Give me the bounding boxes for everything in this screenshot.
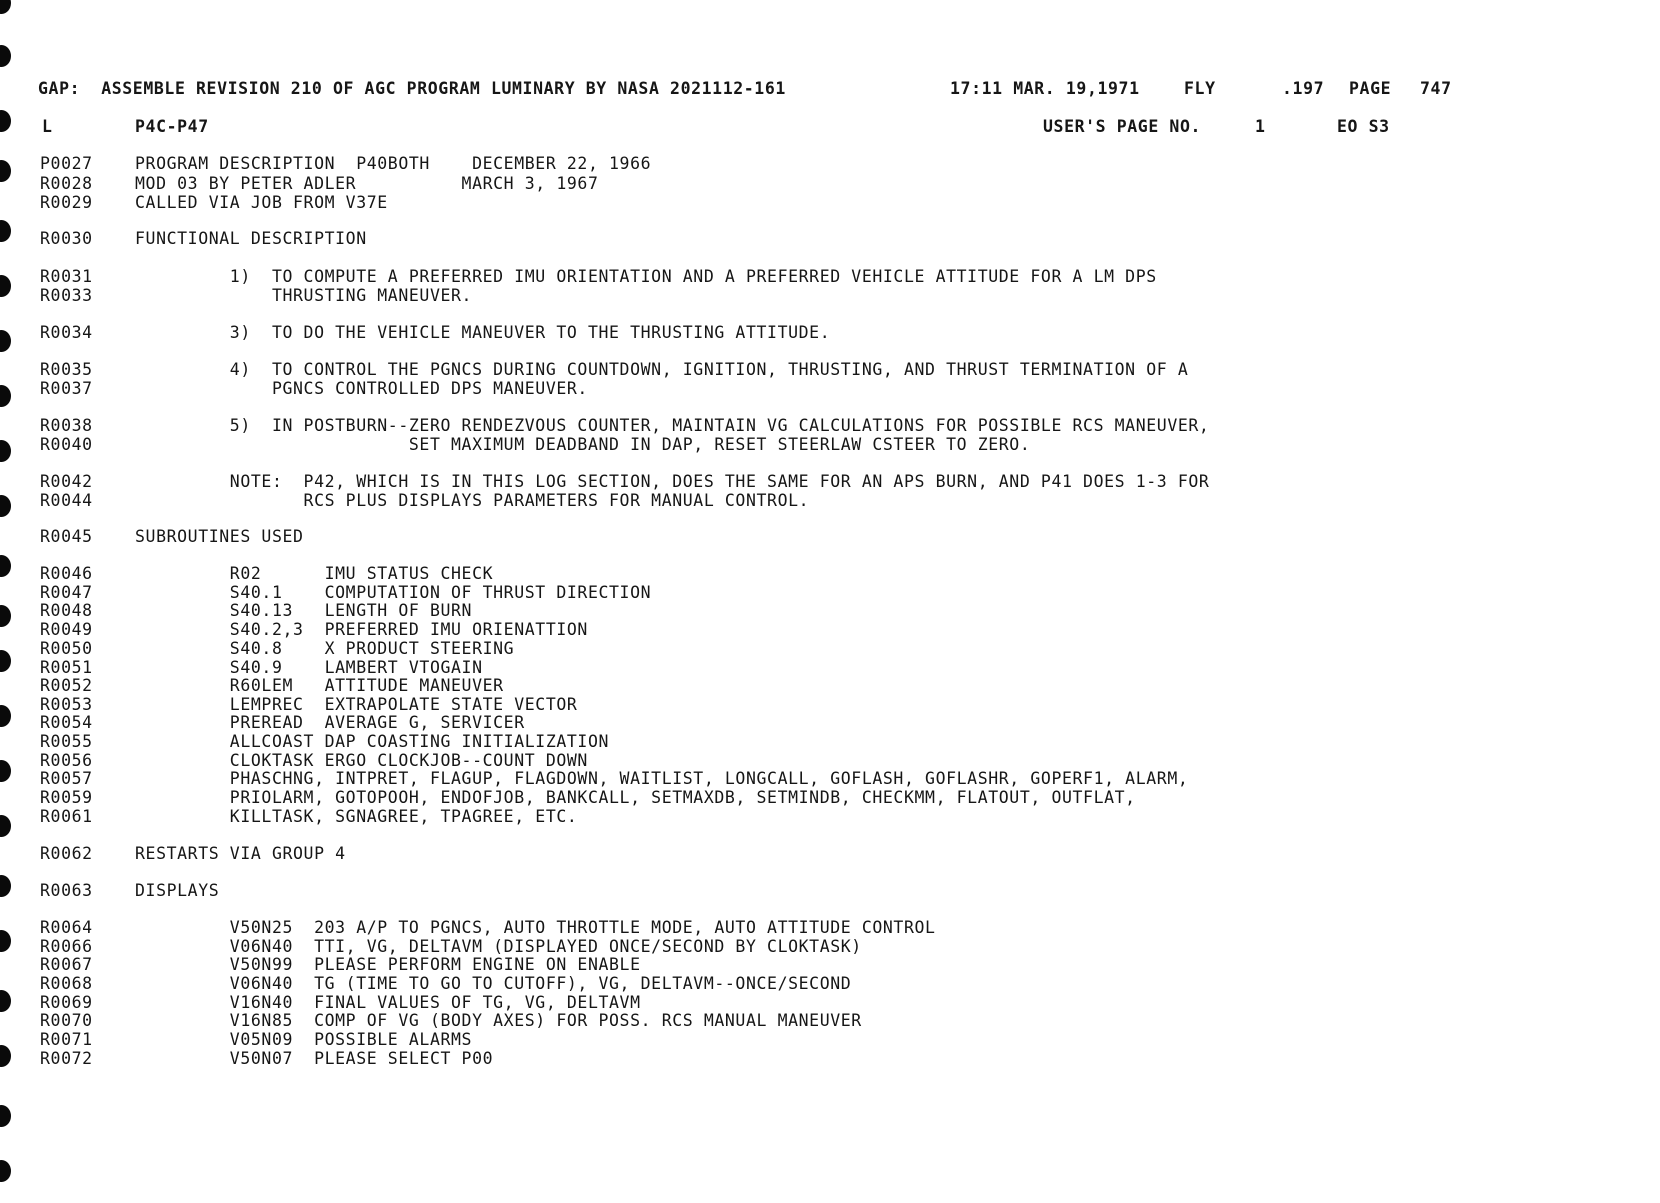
header-page-number: 747 bbox=[1420, 79, 1452, 98]
line-number: R0054 bbox=[40, 713, 93, 732]
sprocket-hole bbox=[0, 1160, 11, 1182]
line-number: R0033 bbox=[40, 286, 93, 305]
listing-line-text: V50N07 PLEASE SELECT P00 bbox=[135, 1049, 494, 1068]
sprocket-hole bbox=[0, 930, 11, 952]
line-number: R0042 bbox=[40, 472, 93, 491]
listing-line-text: V50N25 203 A/P TO PGNCS, AUTO THROTTLE MODE, AUTO ATTITUDE CONTROL bbox=[135, 918, 936, 937]
listing-line-text: V05N09 POSSIBLE ALARMS bbox=[135, 1030, 473, 1049]
line-number: R0038 bbox=[40, 416, 93, 435]
listing-line-text: PHASCHNG, INTPRET, FLAGUP, FLAGDOWN, WAITLIST, LONGCALL, GOFLASH, GOFLASHR, GOPERF1, ALARM, bbox=[135, 769, 1189, 788]
listing-line-text: V16N40 FINAL VALUES OF TG, VG, DELTAVM bbox=[135, 993, 641, 1012]
sprocket-hole bbox=[0, 0, 11, 14]
users-page-label: USER'S PAGE NO. bbox=[1043, 117, 1202, 136]
listing-line-text: CALLED VIA JOB FROM V37E bbox=[135, 193, 388, 212]
listing-line-text: V06N40 TG (TIME TO GO TO CUTOFF), VG, DELTAVM--ONCE/SECOND bbox=[135, 974, 852, 993]
line-number: R0071 bbox=[40, 1030, 93, 1049]
listing-line-text: S40.1 COMPUTATION OF THRUST DIRECTION bbox=[135, 583, 652, 602]
listing-line-text: THRUSTING MANEUVER. bbox=[135, 286, 473, 305]
listing-line-text: PREREAD AVERAGE G, SERVICER bbox=[135, 713, 525, 732]
line-number: R0051 bbox=[40, 658, 93, 677]
header-number: .197 bbox=[1282, 79, 1325, 98]
line-number: R0030 bbox=[40, 229, 93, 248]
listing-line-text: V16N85 COMP OF VG (BODY AXES) FOR POSS. RCS MANUAL MANEUVER bbox=[135, 1011, 862, 1030]
listing-line-text: PROGRAM DESCRIPTION P40BOTH DECEMBER 22, 1966 bbox=[135, 154, 652, 173]
listing-line-text: PRIOLARM, GOTOPOOH, ENDOFJOB, BANKCALL, SETMAXDB, SETMINDB, CHECKMM, FLATOUT, OUTFLAT, bbox=[135, 788, 1136, 807]
listing-line-text: SUBROUTINES USED bbox=[135, 527, 304, 546]
listing-line-text: S40.13 LENGTH OF BURN bbox=[135, 601, 473, 620]
listing-line-text: RESTARTS VIA GROUP 4 bbox=[135, 844, 346, 863]
line-number: R0064 bbox=[40, 918, 93, 937]
line-number: R0072 bbox=[40, 1049, 93, 1068]
listing-line-text: MOD 03 BY PETER ADLER MARCH 3, 1967 bbox=[135, 174, 599, 193]
users-page-number: 1 bbox=[1255, 117, 1266, 136]
listing-line-text: 5) IN POSTBURN--ZERO RENDEZVOUS COUNTER, MAINTAIN VG CALCULATIONS FOR POSSIBLE RCS MANEUVER, bbox=[135, 416, 1210, 435]
line-number: R0062 bbox=[40, 844, 93, 863]
listing-line-text: ALLCOAST DAP COASTING INITIALIZATION bbox=[135, 732, 610, 751]
line-number: R0037 bbox=[40, 379, 93, 398]
header-fly: FLY bbox=[1184, 79, 1216, 98]
line-number: R0057 bbox=[40, 769, 93, 788]
line-number: R0053 bbox=[40, 695, 93, 714]
sprocket-hole bbox=[0, 440, 11, 462]
header-title: GAP: ASSEMBLE REVISION 210 OF AGC PROGRAM LUMINARY BY NASA 2021112-161 bbox=[38, 79, 786, 98]
listing-line-text: 4) TO CONTROL THE PGNCS DURING COUNTDOWN, IGNITION, THRUSTING, AND THRUST TERMINATION OF A bbox=[135, 360, 1189, 379]
line-number: R0047 bbox=[40, 583, 93, 602]
line-number: R0044 bbox=[40, 491, 93, 510]
listing-line-text: KILLTASK, SGNAGREE, TPAGREE, ETC. bbox=[135, 807, 578, 826]
listing-line-text: V06N40 TTI, VG, DELTAVM (DISPLAYED ONCE/SECOND BY CLOKTASK) bbox=[135, 937, 862, 956]
sprocket-hole bbox=[0, 1045, 11, 1067]
line-number: R0045 bbox=[40, 527, 93, 546]
listing-line-text: R02 IMU STATUS CHECK bbox=[135, 564, 494, 583]
listing-line-text: NOTE: P42, WHICH IS IN THIS LOG SECTION, DOES THE SAME FOR AN APS BURN, AND P41 DOES 1-3 FOR bbox=[135, 472, 1210, 491]
sprocket-hole bbox=[0, 45, 11, 67]
sprocket-hole bbox=[0, 555, 11, 577]
listing-line-text: 3) TO DO THE VEHICLE MANEUVER TO THE THRUSTING ATTITUDE. bbox=[135, 323, 831, 342]
listing-line-text: DISPLAYS bbox=[135, 881, 220, 900]
line-number: R0052 bbox=[40, 676, 93, 695]
sprocket-hole bbox=[0, 990, 11, 1012]
listing-line-text: R60LEM ATTITUDE MANEUVER bbox=[135, 676, 504, 695]
sprocket-hole bbox=[0, 220, 11, 242]
line-number: R0059 bbox=[40, 788, 93, 807]
sprocket-hole bbox=[0, 605, 11, 627]
listing-line-text: CLOKTASK ERGO CLOCKJOB--COUNT DOWN bbox=[135, 751, 588, 770]
line-number: P0027 bbox=[40, 154, 93, 173]
header-page-label: PAGE bbox=[1349, 79, 1392, 98]
line-number: R0066 bbox=[40, 937, 93, 956]
line-number: R0028 bbox=[40, 174, 93, 193]
listing-line-text: 1) TO COMPUTE A PREFERRED IMU ORIENTATION AND A PREFERRED VEHICLE ATTITUDE FOR A LM DPS bbox=[135, 267, 1157, 286]
listing-line-text: SET MAXIMUM DEADBAND IN DAP, RESET STEERLAW CSTEER TO ZERO. bbox=[135, 435, 1031, 454]
listing-line-text: FUNCTIONAL DESCRIPTION bbox=[135, 229, 367, 248]
sprocket-hole bbox=[0, 110, 11, 132]
sprocket-hole bbox=[0, 760, 11, 782]
line-number: R0040 bbox=[40, 435, 93, 454]
sprocket-hole bbox=[0, 385, 11, 407]
line-number: R0034 bbox=[40, 323, 93, 342]
line-number: R0061 bbox=[40, 807, 93, 826]
line-number: R0049 bbox=[40, 620, 93, 639]
sprocket-hole bbox=[0, 705, 11, 727]
line-number: R0056 bbox=[40, 751, 93, 770]
header-listing-letter: L bbox=[42, 117, 53, 136]
sprocket-hole bbox=[0, 330, 11, 352]
line-number: R0070 bbox=[40, 1011, 93, 1030]
sprocket-hole bbox=[0, 495, 11, 517]
listing-line-text: V50N99 PLEASE PERFORM ENGINE ON ENABLE bbox=[135, 955, 641, 974]
sprocket-hole bbox=[0, 650, 11, 672]
line-number: R0068 bbox=[40, 974, 93, 993]
sprocket-hole bbox=[0, 275, 11, 297]
listing-line-text: S40.9 LAMBERT VTOGAIN bbox=[135, 658, 483, 677]
listing-line-text: S40.2,3 PREFERRED IMU ORIENATTION bbox=[135, 620, 588, 639]
sprocket-hole bbox=[0, 1105, 11, 1127]
listing-line-text: LEMPREC EXTRAPOLATE STATE VECTOR bbox=[135, 695, 578, 714]
listing-line-text: RCS PLUS DISPLAYS PARAMETERS FOR MANUAL CONTROL. bbox=[135, 491, 810, 510]
listing-line-text: PGNCS CONTROLLED DPS MANEUVER. bbox=[135, 379, 588, 398]
header-time: 17:11 MAR. 19,1971 bbox=[950, 79, 1140, 98]
sprocket-hole bbox=[0, 815, 11, 837]
header-code: EO S3 bbox=[1337, 117, 1390, 136]
header-program: P4C-P47 bbox=[135, 117, 209, 136]
line-number: R0046 bbox=[40, 564, 93, 583]
listing-line-text: S40.8 X PRODUCT STEERING bbox=[135, 639, 515, 658]
line-number: R0031 bbox=[40, 267, 93, 286]
line-number: R0035 bbox=[40, 360, 93, 379]
line-number: R0067 bbox=[40, 955, 93, 974]
line-number: R0063 bbox=[40, 881, 93, 900]
line-number: R0055 bbox=[40, 732, 93, 751]
line-number: R0069 bbox=[40, 993, 93, 1012]
line-number: R0029 bbox=[40, 193, 93, 212]
line-number: R0050 bbox=[40, 639, 93, 658]
sprocket-hole bbox=[0, 875, 11, 897]
sprocket-hole bbox=[0, 160, 11, 182]
line-number: R0048 bbox=[40, 601, 93, 620]
